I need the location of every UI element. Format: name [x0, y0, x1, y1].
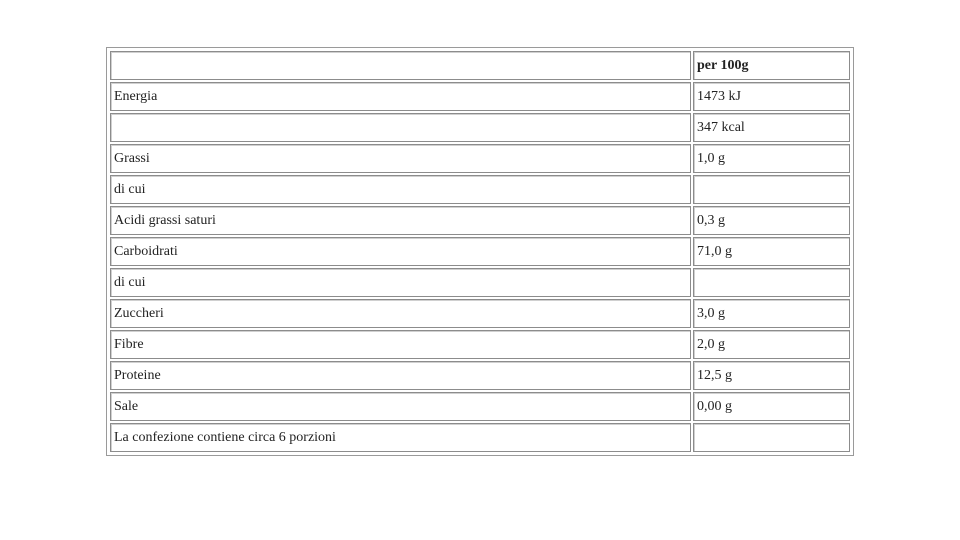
row-label-energia: Energia: [110, 82, 691, 111]
table-row: [110, 330, 850, 359]
table-row: [110, 268, 850, 297]
table-row: [110, 392, 850, 421]
row-label-sale: Sale: [110, 392, 691, 421]
header-label-cell: [110, 51, 691, 80]
row-value-energia-kj: 1473 kJ: [693, 82, 850, 111]
row-label-zuccheri: Zuccheri: [110, 299, 691, 328]
row-value-fibre: 2,0 g: [693, 330, 850, 359]
row-label-fibre: Fibre: [110, 330, 691, 359]
table-row: [110, 237, 850, 266]
nutrition-table: [108, 49, 852, 454]
row-value-zuccheri: 3,0 g: [693, 299, 850, 328]
row-value-sale: 0,00 g: [693, 392, 850, 421]
table-row: [110, 423, 850, 452]
row-label-di-cui: di cui: [110, 175, 691, 204]
row-value-acidi-grassi-saturi: 0,3 g: [693, 206, 850, 235]
row-value-carboidrati: 71,0 g: [693, 237, 850, 266]
table-row: [110, 206, 850, 235]
row-label-proteine: Proteine: [110, 361, 691, 390]
nutrition-table-frame: [106, 47, 854, 456]
row-value-grassi: 1,0 g: [693, 144, 850, 173]
header-per-100g-cell: per 100g: [693, 51, 850, 80]
row-label-di-cui: di cui: [110, 268, 691, 297]
row-label-empty: [110, 113, 691, 142]
row-label-porzioni: La confezione contiene circa 6 porzioni: [110, 423, 691, 452]
table-row: [110, 144, 850, 173]
table-row: [110, 113, 850, 142]
table-row: [110, 299, 850, 328]
row-value-empty: [693, 268, 850, 297]
row-label-carboidrati: Carboidrati: [110, 237, 691, 266]
row-value-proteine: 12,5 g: [693, 361, 850, 390]
table-row: [110, 175, 850, 204]
table-header-row: [110, 51, 850, 80]
table-row: [110, 361, 850, 390]
row-value-energia-kcal: 347 kcal: [693, 113, 850, 142]
row-value-empty: [693, 175, 850, 204]
table-row: [110, 82, 850, 111]
row-label-grassi: Grassi: [110, 144, 691, 173]
row-value-empty: [693, 423, 850, 452]
row-label-acidi-grassi-saturi: Acidi grassi saturi: [110, 206, 691, 235]
